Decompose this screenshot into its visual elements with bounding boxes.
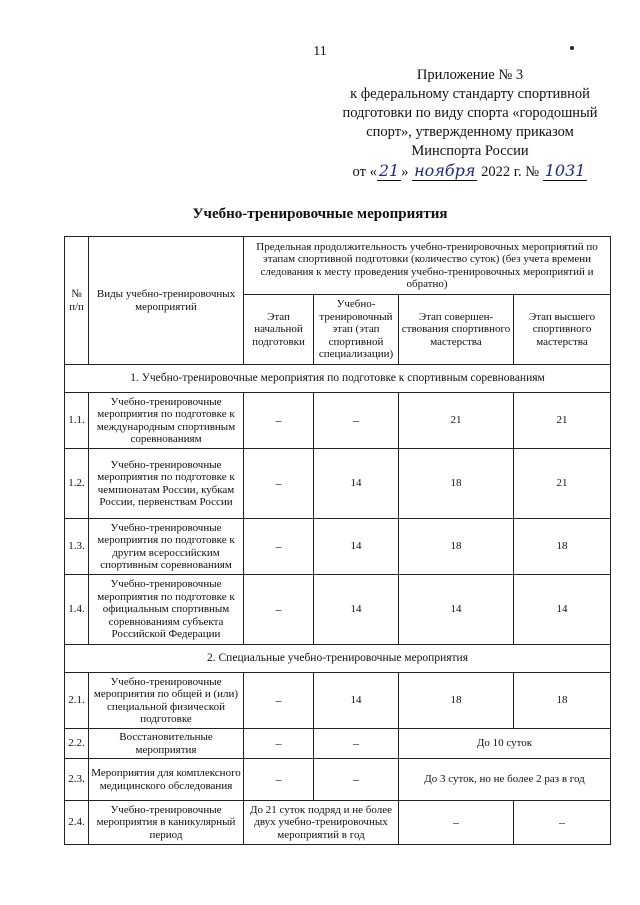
date-year: 2022 г. № [481,164,540,180]
row-stage-3: 18 [399,519,514,575]
events-table [64,236,611,845]
order-number: 1031 [544,161,586,180]
row-stage-3: 18 [399,449,514,519]
row-num: 2.4. [65,801,89,845]
row-stage-1-2: До 21 суток подряд и не более двух учебно-тренировочных мероприятий в год [244,801,399,845]
row-stage-3: 21 [399,393,514,449]
section-1-heading: 1. Учебно-тренировочные мероприятия по подготовке к спортивным соревнованиям [65,365,611,393]
row-stage-4: 18 [514,519,611,575]
row-stage-1: – [244,759,314,801]
appendix-line-3: подготовки по виду спорта «городошный [342,105,598,121]
row-stage-4: – [514,801,611,845]
row-stage-4: 21 [514,449,611,519]
row-stage-1: – [244,449,314,519]
row-stage-3-4: До 10 суток [399,729,611,759]
row-num: 2.3. [65,759,89,801]
row-num: 2.2. [65,729,89,759]
row-stage-1: – [244,673,314,729]
row-stage-3: 18 [399,673,514,729]
row-stage-2: – [314,759,399,801]
section-2-heading: 2. Специальные учебно-тренировочные мероприятия [65,645,611,673]
page-title: Учебно-тренировочные мероприятия [192,206,448,222]
row-stage-2: – [314,393,399,449]
header-stage-3: Этап совершен-ствования спортивного мастерства [399,295,514,365]
row-stage-1: – [244,393,314,449]
appendix-line-5: Минспорта России [411,143,529,159]
row-stage-2: 14 [314,673,399,729]
header-stage-2: Учебно-тренировочный этап (этап спортивной специализации) [314,295,399,365]
row-stage-4: 14 [514,575,611,645]
row-name: Восстановительные мероприятия [89,729,244,759]
row-name: Учебно-тренировочные мероприятия по подготовке к чемпионатам России, кубкам России, первенствам России [89,449,244,519]
date-mid: » [401,164,409,180]
row-stage-1: – [244,729,314,759]
row-stage-2: – [314,729,399,759]
header-types: Виды учебно-тренировочных мероприятий [89,237,244,365]
header-duration: Предельная продолжительность учебно-тренировочных мероприятий по этапам спортивной подготовки (количество суток) (без учета времени следования к месту проведения учебно-тренировочных мероприятий и обратно) [244,237,611,295]
page-number: 11 [313,44,327,59]
row-stage-1: – [244,575,314,645]
appendix-line-2: к федеральному стандарту спортивной [350,86,590,102]
row-stage-3: 14 [399,575,514,645]
date-prefix: от « [352,164,377,180]
row-num: 1.1. [65,393,89,449]
appendix-line-4: спорт», утвержденному приказом [366,124,574,140]
row-stage-1: – [244,519,314,575]
row-stage-3-4: До 3 суток, но не более 2 раз в год [399,759,611,801]
row-name: Мероприятия для комплексного медицинского обследования [89,759,244,801]
appendix-block [320,66,620,182]
row-stage-2: 14 [314,575,399,645]
row-num: 2.1. [65,673,89,729]
row-stage-3: – [399,801,514,845]
row-stage-2: 14 [314,519,399,575]
row-stage-2: 14 [314,449,399,519]
row-name: Учебно-тренировочные мероприятия по подготовке к международным спортивным соревнованиям [89,393,244,449]
margin-dot [570,46,574,50]
row-name: Учебно-тренировочные мероприятия в каникулярный период [89,801,244,845]
appendix-line-1: Приложение № 3 [416,67,524,83]
date-day: 21 [378,161,400,180]
order-date-line [320,161,620,182]
header-stage-4: Этап высшего спортивного мастерства [514,295,611,365]
header-num: № п/п [65,237,89,365]
date-month: ноября [414,161,476,180]
row-name: Учебно-тренировочные мероприятия по общей и (или) специальной физической подготовке [89,673,244,729]
header-stage-1: Этап начальной подготовки [244,295,314,365]
row-stage-4: 18 [514,673,611,729]
row-num: 1.4. [65,575,89,645]
row-name: Учебно-тренировочные мероприятия по подготовке к официальным спортивным соревнованиям субъекта Российской Федерации [89,575,244,645]
row-name: Учебно-тренировочные мероприятия по подготовке к другим всероссийским спортивным соревнованиям [89,519,244,575]
row-num: 1.2. [65,449,89,519]
row-stage-4: 21 [514,393,611,449]
row-num: 1.3. [65,519,89,575]
